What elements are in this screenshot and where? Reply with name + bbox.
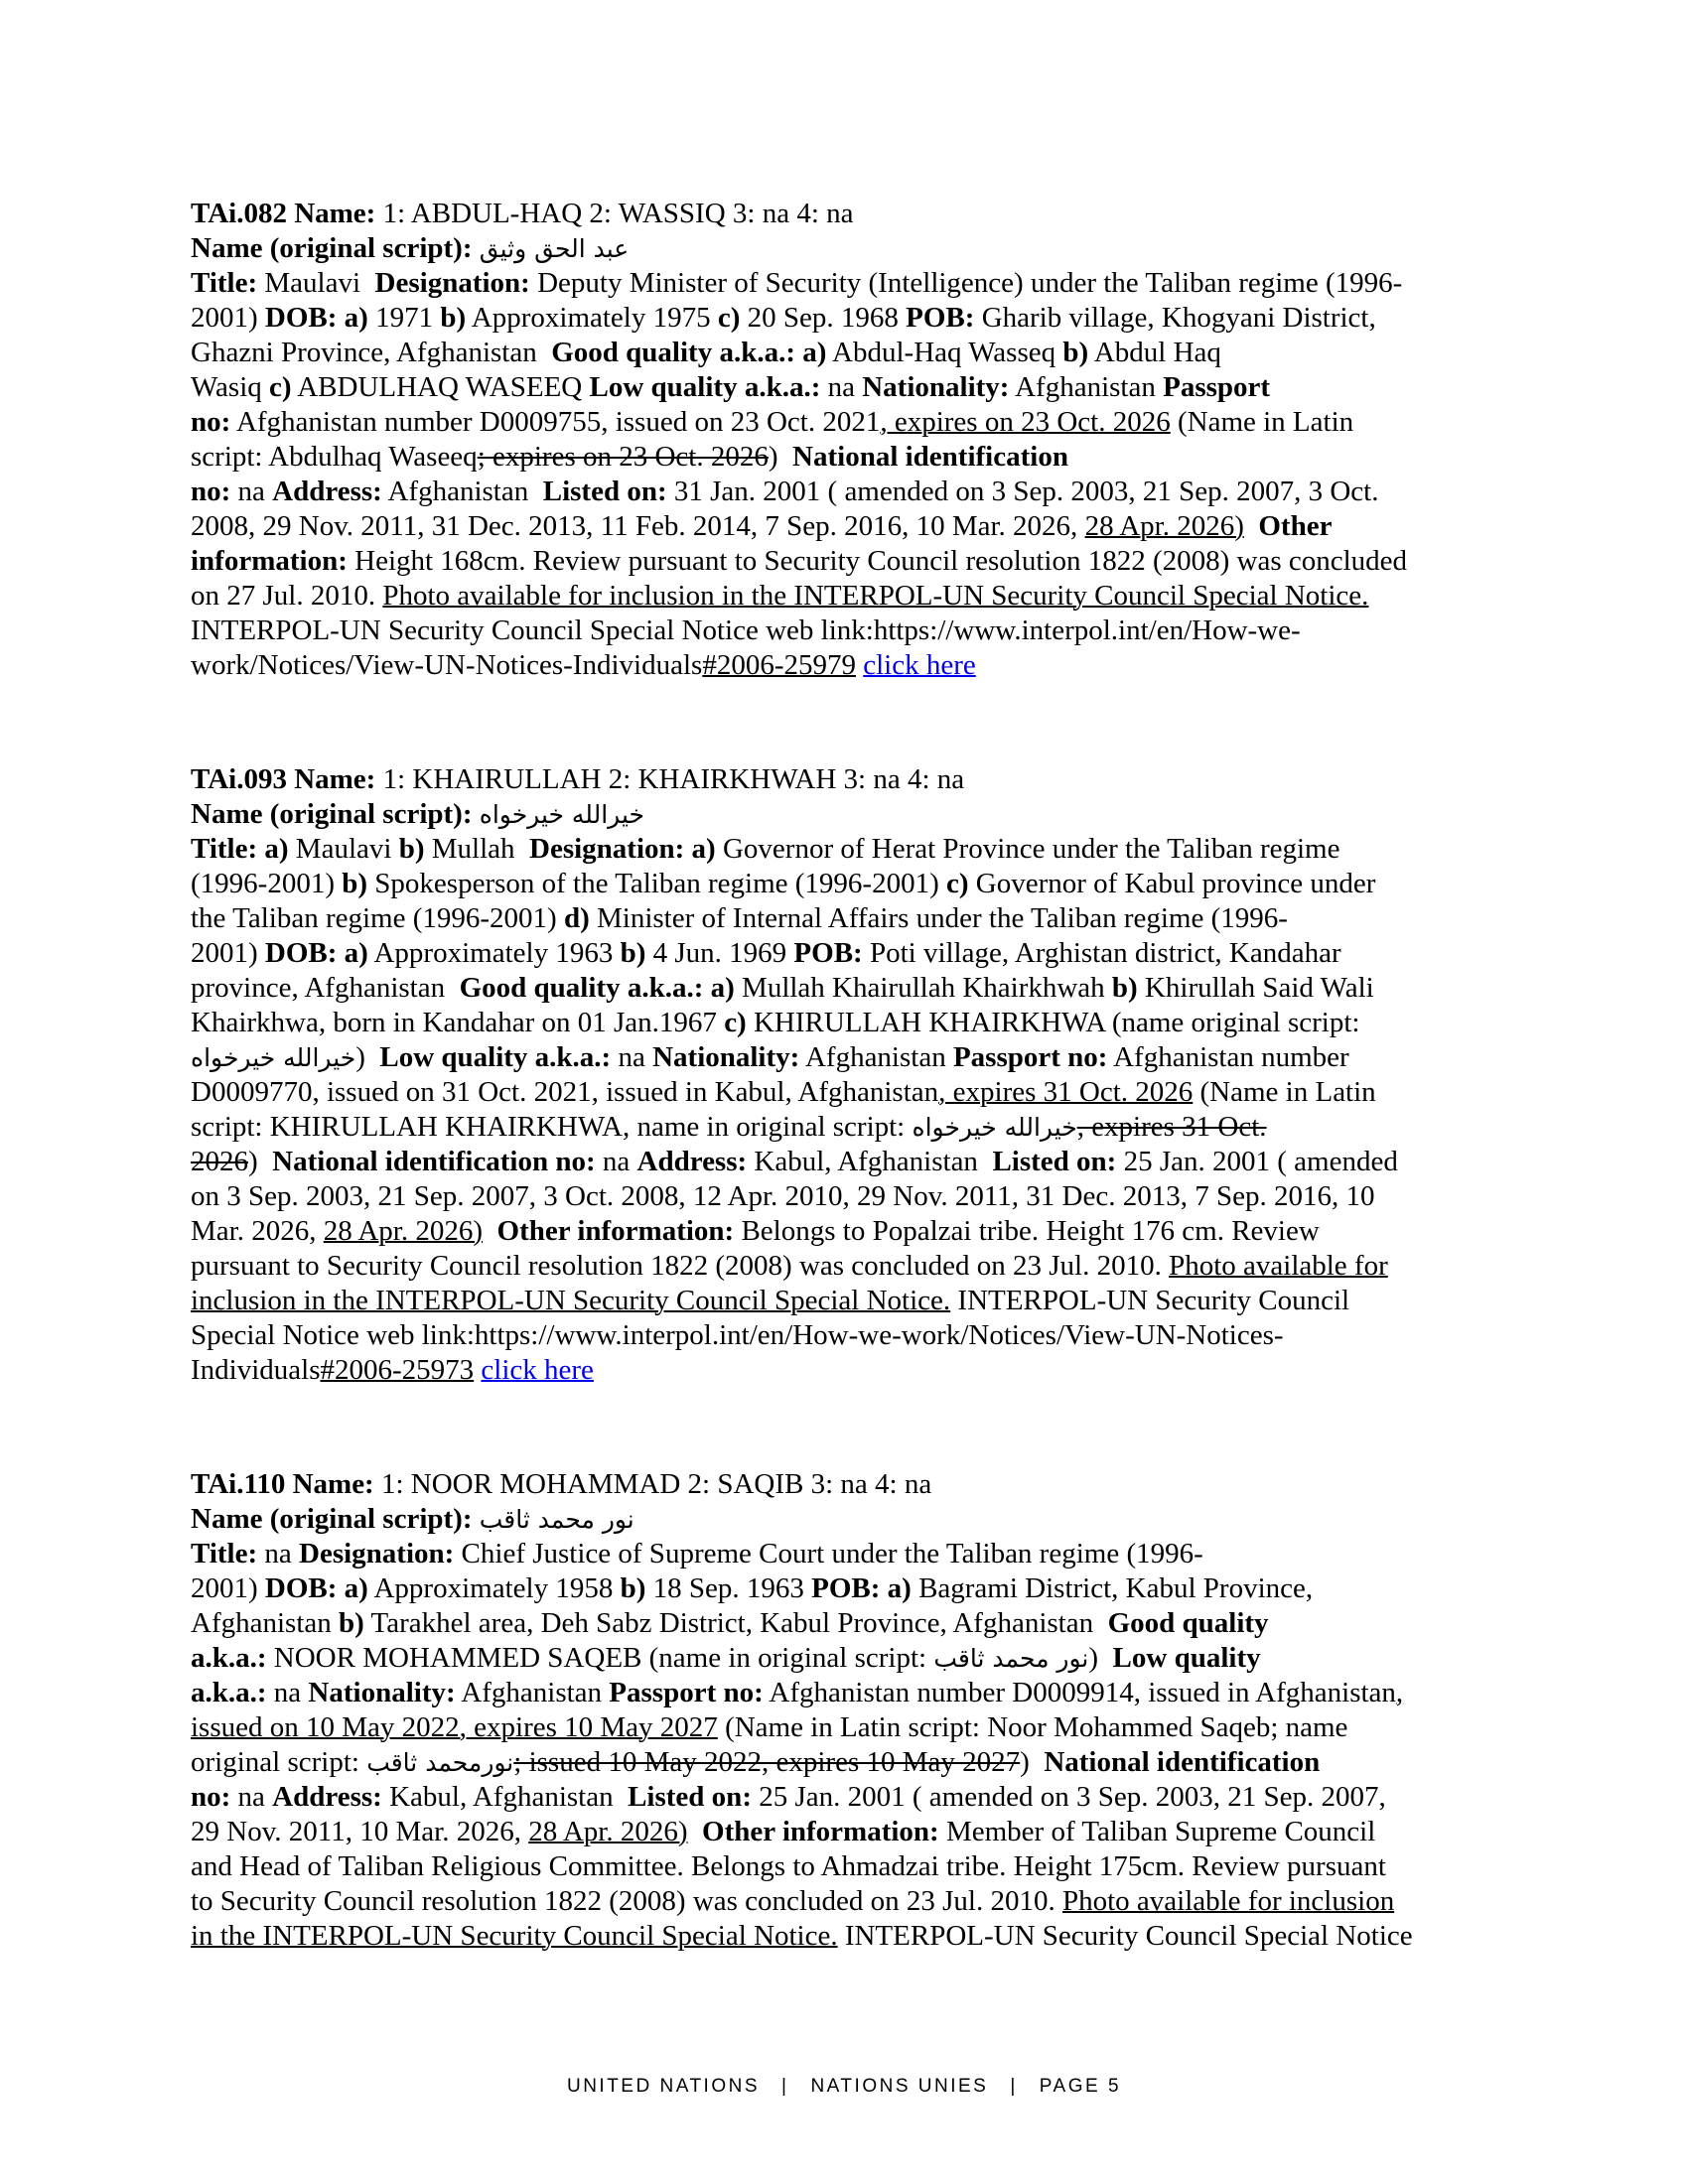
text-segment: Photo available for inclusion xyxy=(1061,1885,1395,1917)
text-segment: 2026 xyxy=(191,1146,248,1177)
text-segment: c) xyxy=(717,302,741,334)
text-segment: Nationality: xyxy=(862,371,1010,403)
text-segment: , expires 31 Oct. xyxy=(1076,1111,1267,1143)
text-line xyxy=(191,1214,1561,1249)
text-segment: b) xyxy=(1062,337,1089,368)
text-segment: Tarakhel area, Deh Sabz District, Kabul Province, Afghanistan xyxy=(363,1607,1108,1639)
text-segment: Title: xyxy=(191,267,265,299)
text-segment: Name (original script): xyxy=(191,1503,480,1535)
text-segment: a.k.a.: xyxy=(191,1677,267,1708)
text-segment: Nationality: xyxy=(652,1041,800,1073)
text-segment: 4 Jun. 1969 xyxy=(645,937,794,969)
text-segment: Title: a) xyxy=(191,833,289,865)
text-line xyxy=(191,1571,1561,1606)
text-segment: Designation: xyxy=(374,267,538,299)
text-line xyxy=(191,1815,1561,1849)
text-line xyxy=(191,440,1561,475)
text-segment: issued on 10 May 2022, expires 10 May 2027 xyxy=(191,1711,718,1743)
text-line xyxy=(191,405,1561,440)
text-segment: Other information: xyxy=(496,1215,735,1247)
text-segment: Name (original script): xyxy=(191,232,480,264)
text-segment: c) xyxy=(269,371,292,403)
text-segment: Good quality xyxy=(1107,1607,1269,1639)
text-segment: Passport no: xyxy=(952,1041,1108,1073)
text-segment: province, Afghanistan xyxy=(191,972,460,1004)
text-line xyxy=(191,544,1561,579)
text-segment: 1: KHAIRULLAH 2: KHAIRKHWAH 3: na 4: na xyxy=(382,763,965,795)
text-segment: Photo available for xyxy=(1169,1250,1388,1282)
text-segment: ) xyxy=(1020,1746,1045,1778)
text-segment: and Head of Taliban Religious Committee. Belongs to Ahmadzai tribe. Height 175cm. Review pursuant xyxy=(191,1850,1386,1882)
page-footer xyxy=(0,2075,1688,2099)
text-segment: Kabul, Afghanistan xyxy=(747,1146,993,1177)
text-segment: Poti village, Arghistan district, Kandahar xyxy=(862,937,1341,969)
text-line xyxy=(191,231,1561,266)
text-line xyxy=(191,1537,1561,1571)
text-segment: 1: ABDUL-HAQ 2: WASSIQ 3: na 4: na xyxy=(382,198,854,229)
text-segment: na xyxy=(595,1146,637,1177)
text-segment: , expires on 23 Oct. 2026 xyxy=(880,406,1171,438)
text-segment: ) xyxy=(768,441,793,473)
text-segment: Nationality: xyxy=(308,1677,456,1708)
text-segment: na xyxy=(230,476,273,507)
text-line xyxy=(191,648,1561,683)
text-segment: 25 Jan. 2001 ( amended on 3 Sep. 2003, 21 Sep. 2007, xyxy=(751,1781,1386,1813)
text-segment: c) xyxy=(724,1007,747,1038)
text-segment: 29 Nov. 2011, 10 Mar. 2026, xyxy=(191,1816,529,1847)
text-segment: Good quality a.k.a.: a) xyxy=(459,972,735,1004)
text-segment: ABDULHAQ WASEEQ xyxy=(291,371,590,403)
text-segment: 25 Jan. 2001 ( amended xyxy=(1116,1146,1398,1177)
text-segment: (1996-2001) xyxy=(191,868,343,899)
text-line xyxy=(191,1780,1561,1815)
text-line xyxy=(191,936,1561,971)
text-segment: in the INTERPOL-UN Security Council Special Notice. xyxy=(191,1920,838,1952)
text-segment: Designation: a) xyxy=(529,833,716,865)
text-segment: Approximately 1963 xyxy=(367,937,621,969)
text-segment: b) xyxy=(1111,972,1138,1004)
text-segment: Afghanistan xyxy=(1009,371,1164,403)
text-segment: Low quality a.k.a.: xyxy=(379,1041,612,1073)
text-line xyxy=(191,1249,1561,1284)
text-segment: 28 Apr. 2026) xyxy=(323,1215,484,1247)
text-segment: ) xyxy=(1088,1642,1113,1674)
text-line xyxy=(191,1006,1561,1040)
arabic-script-text: نور محمد ثاقب xyxy=(933,1644,1089,1673)
text-segment: Belongs to Popalzai tribe. Height 176 cm. Review xyxy=(734,1215,1320,1247)
text-line xyxy=(191,832,1561,867)
text-segment: Mullah Khairullah Khairkhwah xyxy=(734,972,1112,1004)
text-segment: Passport no: xyxy=(609,1677,764,1708)
text-segment: Spokesperson of the Taliban regime (1996-2001) xyxy=(367,868,946,899)
text-segment xyxy=(688,1816,703,1847)
text-segment: Deputy Minister of Security (Intelligence) under the Taliban regime (1996- xyxy=(537,267,1403,299)
click-here-link[interactable]: click here xyxy=(863,649,976,681)
text-line xyxy=(191,1145,1561,1179)
text-segment: POB: a) xyxy=(811,1572,912,1604)
text-segment: INTERPOL-UN Security Council Special Notice web link:https://www.interpol.int/en/How-we- xyxy=(191,614,1301,646)
text-segment: original script: xyxy=(191,1746,367,1778)
text-line xyxy=(191,579,1561,614)
text-line xyxy=(191,867,1561,901)
text-segment: 31 Jan. 2001 ( amended on 3 Sep. 2003, 21 Sep. 2007, 3 Oct. xyxy=(666,476,1379,507)
text-segment: Afghanistan xyxy=(455,1677,610,1708)
sanctions-entry-TAi.110 xyxy=(191,1467,1561,1954)
text-segment: Member of Taliban Supreme Council xyxy=(938,1816,1376,1847)
text-segment: TAi.093 Name: xyxy=(191,763,383,795)
text-line xyxy=(191,1075,1561,1110)
text-segment: Low quality a.k.a.: xyxy=(589,371,821,403)
text-segment: , xyxy=(1395,1677,1404,1708)
text-segment: Height 168cm. Review pursuant to Security Council resolution 1822 (2008) was concluded xyxy=(347,545,1408,577)
text-segment: Low quality xyxy=(1112,1642,1261,1674)
text-segment: (Name in Latin xyxy=(1193,1076,1376,1108)
text-segment: b) xyxy=(620,937,646,969)
text-line xyxy=(191,1676,1561,1710)
text-segment: INTERPOL-UN Security Council xyxy=(950,1285,1350,1316)
text-segment: c) xyxy=(945,868,969,899)
text-segment: INTERPOL-UN Security Council Special Notice xyxy=(837,1920,1413,1952)
text-segment: Minister of Internal Affairs under the Taliban regime (1996- xyxy=(589,902,1288,934)
text-segment: work/Notices/View-UN-Notices-Individuals xyxy=(191,649,703,681)
text-line xyxy=(191,370,1561,405)
text-line xyxy=(191,1040,1561,1075)
text-line xyxy=(191,1884,1561,1919)
text-segment: DOB: a) xyxy=(264,1572,368,1604)
text-segment: Address: xyxy=(272,476,382,507)
text-segment: Mullah xyxy=(424,833,530,865)
text-segment: 2001) xyxy=(191,1572,265,1604)
text-line xyxy=(191,1502,1561,1537)
text-segment: TAi.082 Name: xyxy=(191,198,383,229)
text-segment: Maulavi xyxy=(264,267,375,299)
text-segment: information: xyxy=(191,545,348,577)
text-segment: National identification no: xyxy=(272,1146,596,1177)
arabic-script-text: خيرالله خيرخواه xyxy=(479,800,644,829)
text-segment: #2006-25979 xyxy=(702,649,856,681)
text-segment: b) xyxy=(620,1572,646,1604)
text-segment: script: KHIRULLAH KHAIRKHWA, name in original script: xyxy=(191,1111,913,1143)
text-line xyxy=(191,762,1561,797)
text-line xyxy=(191,1606,1561,1641)
text-line xyxy=(191,971,1561,1006)
text-segment: Governor of Herat Province under the Taliban regime xyxy=(715,833,1340,865)
text-segment: 20 Sep. 1968 xyxy=(740,302,907,334)
text-segment: the Taliban regime (1996-2001) xyxy=(191,902,564,934)
text-line xyxy=(191,509,1561,544)
text-segment: on 3 Sep. 2003, 21 Sep. 2007, 3 Oct. 2008, 12 Apr. 2010, 29 Nov. 2011, 31 Dec. 2013, 7 Sep. 2016, 10 xyxy=(191,1180,1375,1212)
text-line xyxy=(191,1467,1561,1502)
text-segment: 2001) xyxy=(191,937,265,969)
text-segment: Ghazni Province, Afghanistan xyxy=(191,337,552,368)
text-segment: Special Notice web link:https://www.interpol.int/en/How-we-work/Notices/View-UN-Notices- xyxy=(191,1319,1284,1351)
text-line xyxy=(191,336,1561,370)
text-line xyxy=(191,1110,1561,1145)
text-segment: Listed on: xyxy=(992,1146,1117,1177)
text-segment: Afghanistan number D0009755, issued on 23 Oct. 2021 xyxy=(230,406,881,438)
text-segment: 28 Apr. 2026) xyxy=(1084,510,1244,542)
text-segment: Afghanistan xyxy=(191,1607,339,1639)
footer-nations-unies: NATIONS UNIES xyxy=(810,2076,989,2097)
text-segment: a.k.a.: xyxy=(191,1642,267,1674)
text-segment: Name (original script): xyxy=(191,798,480,830)
text-segment: b) xyxy=(339,1607,364,1639)
arabic-script-text: نورمحمد ثاقب xyxy=(366,1748,514,1777)
text-segment: National identification xyxy=(1044,1746,1321,1778)
text-segment: NOOR MOHAMMED SAQEB (name in original script: xyxy=(266,1642,934,1674)
text-segment: b) xyxy=(440,302,467,334)
text-segment: ) xyxy=(248,1146,273,1177)
text-segment: script: Abdulhaq Waseeq xyxy=(191,441,478,473)
text-segment: DOB: a) xyxy=(264,302,368,334)
text-segment: b) xyxy=(342,868,368,899)
text-line xyxy=(191,475,1561,509)
text-segment: Gharib village, Khogyani District, xyxy=(974,302,1376,334)
text-line xyxy=(191,1641,1561,1676)
text-segment: Afghanistan xyxy=(799,1041,953,1073)
sanctions-entry-TAi.082 xyxy=(191,197,1561,683)
footer-separator-icon: | xyxy=(1010,2076,1018,2097)
text-segment: Listed on: xyxy=(628,1781,752,1813)
text-segment: 2008, 29 Nov. 2011, 31 Dec. 2013, 11 Feb. 2014, 7 Sep. 2016, 10 Mar. 2026, xyxy=(191,510,1085,542)
text-segment: Wasiq xyxy=(191,371,270,403)
text-segment: 1: NOOR MOHAMMAD 2: SAQIB 3: na 4: na xyxy=(380,1468,932,1500)
text-segment: na xyxy=(230,1781,273,1813)
text-segment: #2006-25973 xyxy=(320,1354,475,1386)
text-segment: Abdul-Haq Wasseq xyxy=(826,337,1063,368)
text-segment: Khirullah Said Wali xyxy=(1137,972,1374,1004)
text-line xyxy=(191,614,1561,648)
text-segment: National identification xyxy=(792,441,1068,473)
text-segment: Good quality a.k.a.: a) xyxy=(551,337,827,368)
text-segment: Chief Justice of Supreme Court under the Taliban regime (1996- xyxy=(454,1538,1203,1570)
text-line xyxy=(191,1919,1561,1954)
text-line xyxy=(191,1179,1561,1214)
text-line xyxy=(191,1745,1561,1780)
sanctions-entry-TAi.093 xyxy=(191,762,1561,1388)
text-segment: pursuant to Security Council resolution 1822 (2008) was concluded on 23 Jul. 2010. xyxy=(191,1250,1170,1282)
text-segment: Listed on: xyxy=(542,476,667,507)
text-segment xyxy=(483,1215,497,1247)
text-segment: Other information: xyxy=(702,1816,939,1847)
text-segment: b) xyxy=(398,833,425,865)
text-segment: Approximately 1958 xyxy=(367,1572,621,1604)
text-segment: no: xyxy=(191,476,231,507)
text-segment: to Security Council resolution 1822 (2008) was concluded on 23 Jul. 2010. xyxy=(191,1885,1062,1917)
text-segment: no: xyxy=(191,406,231,438)
text-line xyxy=(191,197,1561,231)
text-segment: Afghanistan number xyxy=(1107,1041,1349,1073)
text-segment: Title: xyxy=(191,1538,258,1570)
text-line xyxy=(191,1318,1561,1353)
text-segment: Maulavi xyxy=(288,833,399,865)
text-segment: POB: xyxy=(793,937,863,969)
text-segment: Photo available for inclusion in the INTERPOL-UN Security Council Special Notice. xyxy=(382,580,1369,612)
arabic-script-text: عبد الحق وثيق xyxy=(479,234,630,263)
text-segment: Afghanistan xyxy=(381,476,543,507)
text-line xyxy=(191,797,1561,832)
text-segment: ; issued 10 May 2022, expires 10 May 2027 xyxy=(513,1746,1021,1778)
arabic-script-text: خيرالله خيرخواه xyxy=(191,1043,356,1072)
text-segment: ; expires on 23 Oct. 2026 xyxy=(477,441,769,473)
text-segment: inclusion in the INTERPOL-UN Security Council Special Notice. xyxy=(191,1285,951,1316)
text-segment: DOB: a) xyxy=(264,937,368,969)
text-segment xyxy=(1244,510,1259,542)
text-segment: D0009770, issued on 31 Oct. 2021, issued in Kabul, Afghanistan xyxy=(191,1076,939,1108)
text-segment: 1971 xyxy=(367,302,441,334)
text-segment: na xyxy=(266,1677,309,1708)
text-segment: Passport xyxy=(1163,371,1271,403)
text-segment: no: xyxy=(191,1781,231,1813)
text-segment: na xyxy=(257,1538,299,1570)
text-segment: Afghanistan number D0009914, issued in Afghanistan xyxy=(763,1677,1396,1708)
footer-united-nations: UNITED NATIONS xyxy=(566,2076,761,2097)
text-segment: Mar. 2026, xyxy=(191,1215,324,1247)
text-line xyxy=(191,1353,1561,1388)
text-segment: 2001) xyxy=(191,302,265,334)
text-segment: 28 Apr. 2026) xyxy=(528,1816,688,1847)
footer-page-number: PAGE 5 xyxy=(1039,2076,1122,2097)
text-segment: Other xyxy=(1258,510,1333,542)
text-segment: , expires 31 Oct. 2026 xyxy=(938,1076,1194,1108)
text-segment: Khairkhwa, born in Kandahar on 01 Jan.1967 xyxy=(191,1007,725,1038)
text-segment: 18 Sep. 1963 xyxy=(645,1572,812,1604)
footer-separator-icon: | xyxy=(781,2076,789,2097)
sanctions-list xyxy=(191,197,1561,1954)
text-line xyxy=(191,1710,1561,1745)
text-segment: (Name in Latin xyxy=(1170,406,1354,438)
text-segment: TAi.110 Name: xyxy=(191,1468,381,1500)
text-line xyxy=(191,301,1561,336)
text-segment: on 27 Jul. 2010. xyxy=(191,580,383,612)
text-segment: Address: xyxy=(636,1146,748,1177)
text-segment: Address: xyxy=(272,1781,382,1813)
document-page xyxy=(191,197,1561,1954)
text-segment: na xyxy=(820,371,863,403)
text-line xyxy=(191,1849,1561,1884)
text-segment: Approximately 1975 xyxy=(466,302,718,334)
text-segment: Designation: xyxy=(299,1538,455,1570)
text-segment: na xyxy=(611,1041,653,1073)
text-segment: ) xyxy=(355,1041,380,1073)
text-segment: d) xyxy=(563,902,590,934)
text-segment: Individuals xyxy=(191,1354,321,1386)
arabic-script-text: خيرالله خيرخواه xyxy=(912,1113,1077,1142)
text-segment: Bagrami District, Kabul Province, xyxy=(911,1572,1314,1604)
text-segment: Abdul Haq xyxy=(1088,337,1221,368)
text-line xyxy=(191,1284,1561,1318)
text-segment: Kabul, Afghanistan xyxy=(381,1781,629,1813)
text-segment: POB: xyxy=(906,302,975,334)
text-line xyxy=(191,901,1561,936)
click-here-link[interactable]: click here xyxy=(481,1354,594,1386)
text-segment: KHIRULLAH KHAIRKHWA (name original script: xyxy=(746,1007,1360,1038)
text-line xyxy=(191,266,1561,301)
text-segment: (Name in Latin script: Noor Mohammed Saqeb; name xyxy=(717,1711,1348,1743)
text-segment: Governor of Kabul province under xyxy=(968,868,1376,899)
arabic-script-text: نور محمد ثاقب xyxy=(479,1505,634,1534)
